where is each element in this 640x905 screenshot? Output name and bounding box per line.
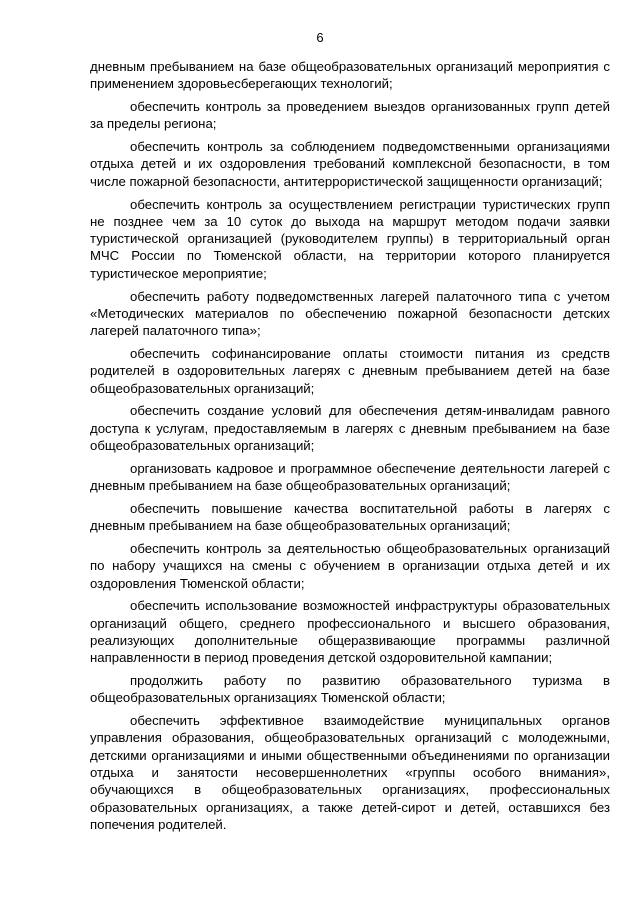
paragraph: обеспечить контроль за деятельностью общеобразовательных организаций по набору учащихся на смены с обучением в организации отдыха детей и их оздоровления Тюменской области; [90, 540, 610, 591]
paragraph: обеспечить повышение качества воспитательной работы в лагерях с дневным пребыванием на базе общеобразовательных организаций; [90, 500, 610, 534]
paragraph-continuation: дневным пребыванием на базе общеобразовательных организаций мероприятия с применением здоровьесберегающих технологий; [90, 59, 610, 92]
paragraph: обеспечить контроль за осуществлением регистрации туристических групп не позднее чем за 10 суток до выхода на маршрут методом подачи заявки туристической организацией (руководителем группы) в территориальный орган МЧС России по Тюменской области, на территории которого планируется туристическое мероприятие; [90, 196, 610, 281]
paragraph: обеспечить контроль за соблюдением подведомственными организациями отдыха детей и их оздоровления требований комплексной безопасности, в том числе пожарной безопасности, антитеррористической защищенности организаций; [90, 139, 610, 189]
paragraph: обеспечить использование возможностей инфраструктуры образовательных организаций общего, среднего профессионального и высшего образования, реализующих дополнительные общеразвивающие программы различной направленности в период проведения детской оздоровительной кампании; [90, 598, 610, 666]
paragraph: организовать кадровое и программное обеспечение деятельности лагерей с дневным пребыванием на базе общеобразовательных организаций; [90, 460, 610, 494]
paragraph: обеспечить эффективное взаимодействие муниципальных органов управления образования, общеобразовательных организаций с молодежными, детскими организациями и иными общественными объединениями по организации отдыха и занятости несовершеннолетних «группы особого внимания», обучающихся в общеобразовательных организациях, профессиональных образовательных организациях, а также детей-сирот и детей, оставшихся без попечения родителей. [90, 713, 610, 832]
paragraph: обеспечить контроль за проведением выездов организованных групп детей за пределы региона; [90, 99, 610, 132]
paragraph: продолжить работу по развитию образовательного туризма в общеобразовательных организациях Тюменской области; [90, 673, 610, 706]
document-body [90, 58, 610, 839]
paragraph: обеспечить софинансирование оплаты стоимости питания из средств родителей в оздоровительных лагерях с дневным пребыванием детей на базе общеобразовательных организаций; [90, 345, 610, 396]
paragraph: обеспечить создание условий для обеспечения детям-инвалидам равного доступа к услугам, предоставляемым в лагерях с дневным пребыванием на базе общеобразовательных организаций; [90, 403, 610, 453]
page-number: 6 [316, 30, 324, 45]
paragraph: обеспечить работу подведомственных лагерей палаточного типа с учетом «Методических материалов по обеспечению пожарной безопасности детских лагерей палаточного типа»; [90, 288, 610, 339]
